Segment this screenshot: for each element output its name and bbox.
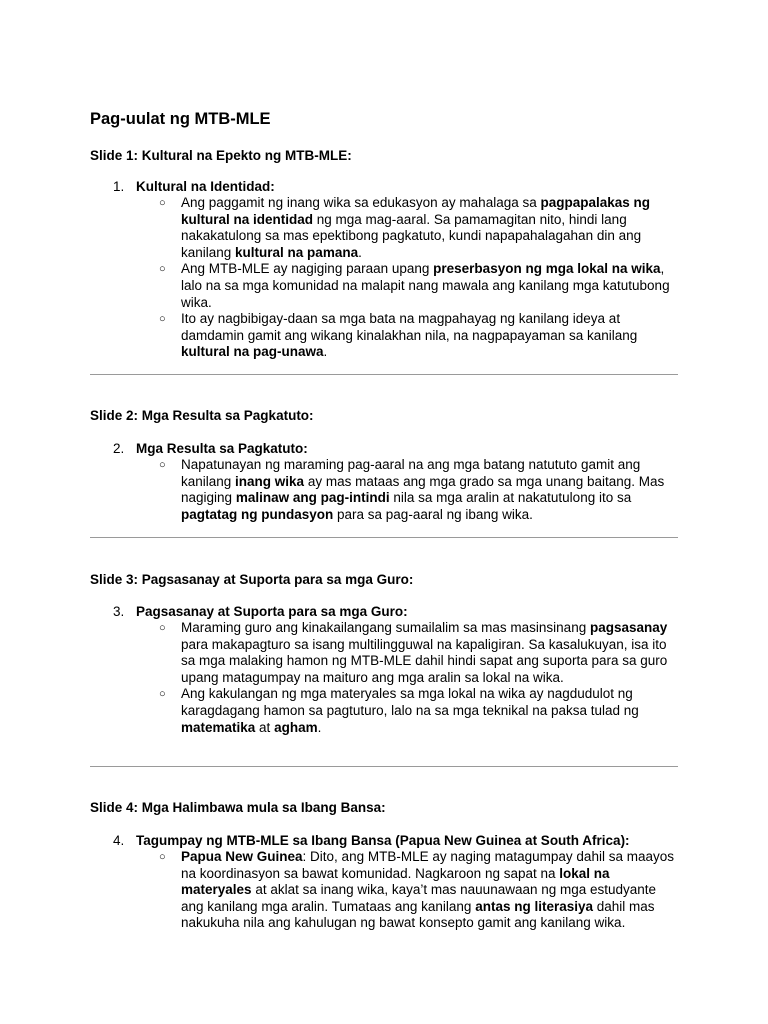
bullet-circle-icon: ○: [159, 263, 166, 276]
bold-text: pagpapalakas ng kultural na identidad: [181, 195, 651, 227]
body-text: ay mas mataas ang mga grado sa mga unang baitang. Mas nagiging: [181, 473, 665, 506]
list-number: 4.: [113, 833, 125, 848]
body-text: ng mga mag-aaral. Sa pamamagitan nito, hindi lang nakakatulong sa mas epektibong pagkatuto, kundi napapahalagahan din ang kanilang: [181, 211, 642, 260]
bullet-list: [90, 849, 678, 932]
bold-text: pagsasanay: [589, 620, 668, 635]
slide-2-heading: Slide 2: Mga Resulta sa Pagkatuto:: [90, 408, 314, 423]
section-divider: [90, 374, 678, 375]
body-text: .: [317, 719, 322, 735]
body-text: nila sa mga aralin at nakatutulong ito sa: [389, 490, 632, 506]
list-number: 2.: [113, 441, 125, 456]
list-number: 1.: [113, 179, 125, 194]
list-item-heading: [90, 603, 678, 620]
bullet-paragraph: [90, 457, 678, 523]
bullet-circle-icon: ○: [159, 313, 166, 326]
bold-text: lokal na materyales: [181, 865, 610, 898]
list-number: 3.: [113, 604, 125, 619]
bold-text: matematika: [181, 719, 256, 735]
body-text: : Dito, ang MTB-MLE ay naging matagumpay dahil sa maayos na koordinasyon sa bawat komunidad. Nagkaroon ng sapat na: [181, 849, 674, 881]
bold-text: Papua New Guinea: [181, 849, 303, 864]
body-text: Ang MTB-MLE ay nagiging paraan upang: [181, 261, 434, 277]
slide-3-heading: Slide 3: Pagsasanay at Suporta para sa mga Guro:: [90, 572, 414, 587]
body-text: .: [323, 344, 328, 360]
list-item-heading: [90, 178, 678, 195]
bullet-paragraph: [90, 849, 678, 932]
bullet-list: [90, 195, 678, 361]
body-text: Maraming guro ang kinakailangang sumailalim sa mas masinsinang: [181, 620, 590, 635]
slide-4-list-item: [90, 832, 678, 932]
list-item-label: Mga Resulta sa Pagkatuto:: [136, 441, 308, 456]
body-text: dahil mas nakukuha nila ang kahulugan ng bawat konsepto gamit ang kanilang wika.: [181, 898, 655, 931]
bold-text: kultural na pamana: [235, 244, 359, 260]
slide-2-list-item: [90, 440, 678, 523]
bullet-paragraph: [90, 311, 678, 361]
bold-text: agham: [274, 719, 318, 735]
list-item-heading: [90, 440, 678, 457]
list-item-label: Tagumpay ng MTB-MLE sa Ibang Bansa (Papua New Guinea at South Africa):: [136, 833, 630, 848]
bullet-paragraph: [90, 620, 678, 686]
page-title: Pag-uulat ng MTB-MLE: [90, 110, 271, 128]
section-divider: [90, 537, 678, 538]
bold-text: antas ng literasiya: [475, 898, 594, 914]
bold-text: preserbasyon ng mga lokal na wika: [433, 261, 661, 277]
list-item-label: Pagsasanay at Suporta para sa mga Guro:: [136, 604, 408, 619]
body-text: Ito ay nagbibigay-daan sa mga bata na magpahayag ng kanilang ideya at damdamin gamit ang wikang kinalakhan nila, na nagpapayaman sa kanilang: [181, 311, 638, 343]
slide-3-list-item: [90, 603, 678, 736]
bold-text: malinaw ang pag-intindi: [235, 490, 390, 506]
body-text: Ang paggamit ng inang wika sa edukasyon ay mahalaga sa: [181, 195, 541, 210]
body-text: Ang kakulangan ng mga materyales sa mga lokal na wika ay nagdudulot ng karagdagang hamon sa pagtuturo, lalo na sa mga teknikal na paksa tulad ng: [181, 686, 639, 718]
bullet-circle-icon: ○: [159, 688, 166, 701]
body-text: Napatunayan ng maraming pag-aaral na ang mga batang natututo gamit ang kanilang: [181, 457, 641, 489]
bullet-circle-icon: ○: [159, 622, 166, 634]
body-text: para sa pag-aaral ng ibang wika.: [333, 506, 533, 522]
slide-1-heading: Slide 1: Kultural na Epekto ng MTB-MLE:: [90, 148, 352, 163]
bold-text: inang wika: [235, 473, 305, 489]
body-text: para makapagturo sa isang multilingguwal na kapaligiran. Sa kasalukuyan, isa ito sa mga malaking hamon ng MTB-MLE dahil hindi sapat ang suporta para sa guro upang matagumpay na maituro ang mga aralin sa lokal na wika.: [181, 636, 668, 685]
body-text: at aklat sa inang wika, kaya’t mas nauunawaan ng mga estudyante ang kanilang mga aralin. Tumataas ang kanilang: [181, 882, 657, 914]
body-text: .: [358, 244, 362, 260]
section-divider: [90, 766, 678, 767]
bold-text: pagtatag ng pundasyon: [181, 506, 334, 522]
slide-4-heading: Slide 4: Mga Halimbawa mula sa Ibang Bansa:: [90, 800, 386, 815]
bold-text: kultural na pag-unawa: [181, 344, 324, 360]
bullet-paragraph: [90, 261, 678, 311]
slide-1-list-item: [90, 178, 678, 361]
body-text: , lalo na sa mga komunidad na malapit nang mawala ang kanilang mga katutubong wika.: [181, 261, 670, 310]
bullet-paragraph: [90, 686, 678, 736]
list-item-label: Kultural na Identidad:: [136, 179, 275, 194]
bullet-circle-icon: ○: [159, 851, 166, 863]
bullet-list: [90, 620, 678, 736]
list-item-heading: [90, 832, 678, 849]
bullet-circle-icon: ○: [159, 459, 166, 471]
bullet-circle-icon: ○: [159, 197, 166, 209]
bullet-paragraph: [90, 195, 678, 261]
bullet-list: [90, 457, 678, 523]
body-text: at: [255, 719, 275, 735]
